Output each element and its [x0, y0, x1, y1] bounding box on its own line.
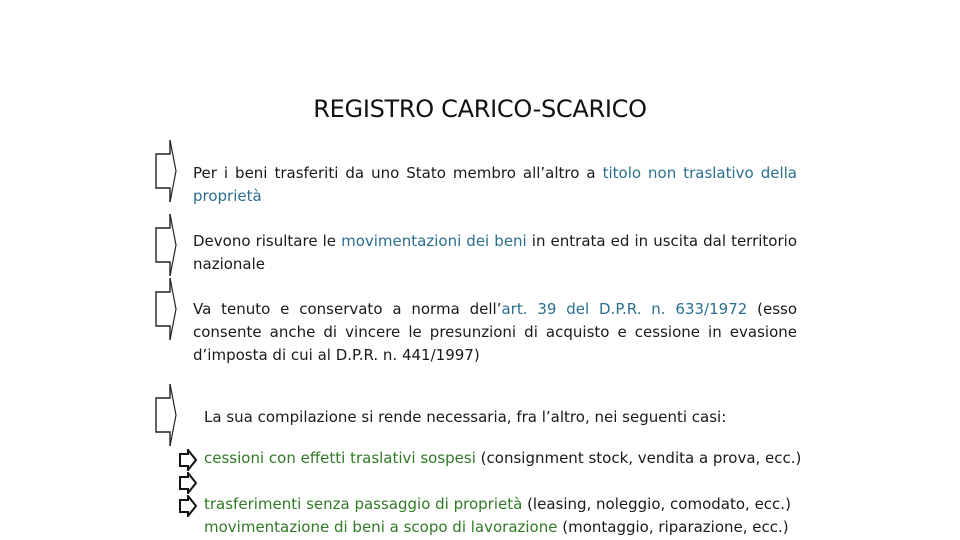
point-3: [193, 298, 797, 367]
point-4-text: La sua compilazione si rende necessaria, fra l’altro, nei seguenti casi:: [204, 408, 727, 426]
point-2-highlight: movimentazioni dei beni: [341, 232, 527, 250]
arrow-right-icon: [178, 472, 198, 494]
case-2: [204, 493, 814, 516]
point-2-text-end: in entrata ed in uscita dal territorio nazionale: [193, 232, 797, 273]
bracket-arrow-icon: [152, 276, 182, 344]
case-1-highlight: cessioni con effetti traslativi sospesi: [204, 449, 476, 467]
page-title: REGISTRO CARICO-SCARICO: [313, 95, 647, 123]
point-2: [193, 230, 797, 276]
case-3-highlight: movimentazione di beni a scopo di lavorazione: [204, 518, 558, 536]
bracket-arrow-icon: [152, 212, 182, 280]
case-3-text: (montaggio, riparazione, ecc.): [557, 518, 789, 536]
case-2-text: (leasing, noleggio, comodato, ecc.): [522, 495, 791, 513]
point-1: [193, 162, 797, 208]
point-3-highlight: art. 39 del D.P.R. n. 633/1972: [501, 300, 748, 318]
point-3-text-end: (esso consente anche di vincere le presunzioni di acquisto e cessione in evasione d’imposta di cui al D.P.R. n. 441/1997): [193, 300, 798, 364]
point-4: [204, 406, 804, 429]
case-1-text: (consignment stock, vendita a prova, ecc.): [475, 449, 802, 467]
point-1-text: Per i beni trasferiti da uno Stato membro all’altro a: [193, 164, 603, 182]
point-1-highlight: titolo non traslativo della proprietà: [193, 164, 797, 205]
case-3: [204, 516, 814, 539]
arrow-right-icon: [178, 495, 198, 517]
arrow-right-icon: [178, 449, 198, 471]
bracket-arrow-icon: [152, 382, 182, 450]
case-2-highlight: trasferimenti senza passaggio di proprietà: [204, 495, 523, 513]
case-1: [204, 447, 808, 470]
point-2-text: Devono risultare le: [193, 232, 342, 250]
bracket-arrow-icon: [152, 138, 182, 206]
point-3-text: Va tenuto e conservato a norma dell’: [193, 300, 502, 318]
